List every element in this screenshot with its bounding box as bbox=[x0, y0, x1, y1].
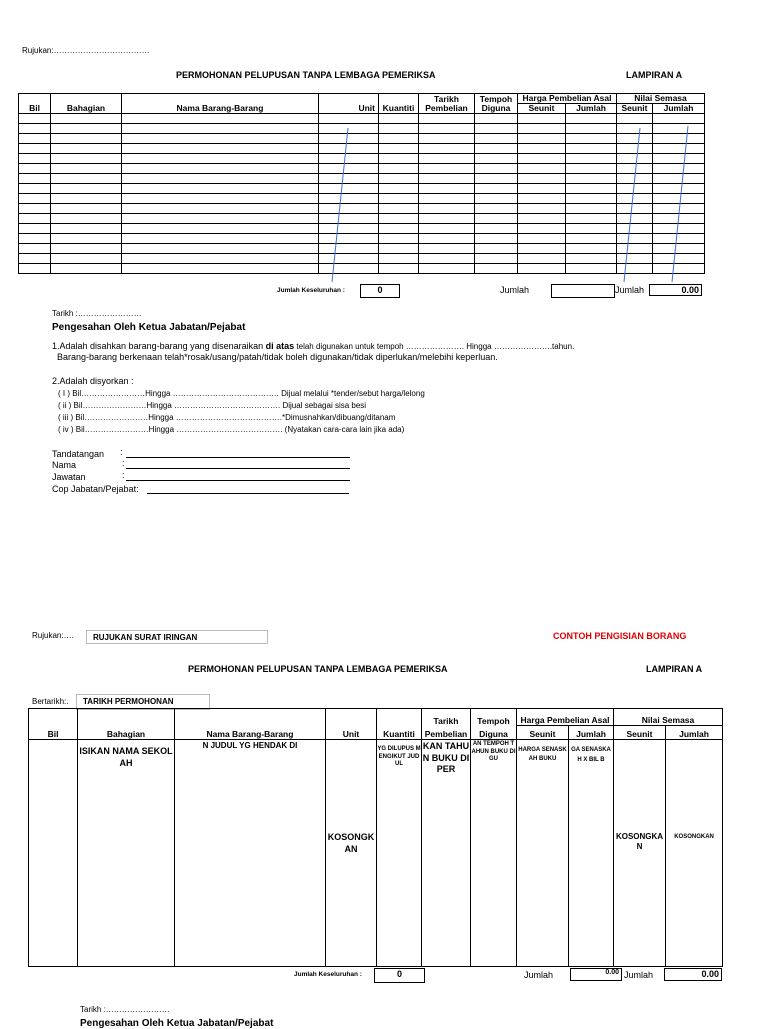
jumlah-keseluruhan-label-ex: Jumlah Keseluruhan : bbox=[294, 971, 362, 978]
col-unit: Unit bbox=[319, 94, 379, 114]
pengesahan-heading: Pengesahan Oleh Ketua Jabatan/Pejabat bbox=[52, 322, 246, 333]
col-bahagian-ex: Bahagian bbox=[78, 709, 175, 740]
total-quantity-ex: 0 bbox=[374, 968, 425, 983]
col-nama: Nama Barang-Barang bbox=[122, 94, 319, 114]
col-unit-ex: Unit bbox=[326, 709, 377, 740]
cell-bahagian-ex: ISIKAN NAMA SEKOLAH bbox=[79, 746, 173, 768]
col-bil: Bil bbox=[19, 94, 51, 114]
col-kuantiti: Kuantiti bbox=[379, 94, 419, 114]
cell-tempoh-ex: AN TEMPOH TAHUN BUKU DIGU bbox=[471, 741, 516, 762]
cell-harga-seunit-ex: HARGA SENASKAH BUKU bbox=[518, 747, 567, 762]
sig-tandatangan-line[interactable] bbox=[126, 457, 350, 458]
jumlah-label-nilai-ex: Jumlah bbox=[624, 970, 654, 980]
col-harga-ex: Harga Pembelian Asal bbox=[517, 709, 614, 726]
total-value: 0.00 bbox=[649, 284, 702, 296]
col-harga-seunit-ex: Seunit bbox=[517, 726, 569, 740]
tarikh-field-ex: Tarikh :…………………… bbox=[80, 1005, 170, 1014]
recommend-item-4: ( iv ) Bil……………………Hingga …………………………………. (Nyatakan cara-cara lain jika ada) bbox=[58, 425, 405, 434]
col-tarikh: Tarikh bbox=[419, 94, 475, 104]
recommend-item-3: ( iii ) Bil……………………Hingga ………………………………….*Dimusnahkan/dibuang/ditanam bbox=[58, 413, 396, 422]
items-table-example bbox=[28, 708, 723, 967]
para1-bold: di atas bbox=[265, 341, 295, 351]
jumlah-label-harga: Jumlah bbox=[500, 285, 530, 295]
rujukan-label: Rujukan:……………………………… bbox=[22, 46, 150, 55]
harga-total-ex: 0.00 bbox=[570, 968, 622, 981]
cell-nilai-jumlah-ex: KOSONGKAN bbox=[674, 834, 714, 840]
para2-heading: 2.Adalah disyorkan : bbox=[52, 376, 134, 386]
cell-bil-ex bbox=[29, 740, 78, 967]
col-tempoh-ex: Tempoh bbox=[471, 709, 517, 726]
sig-cop-label: Cop Jabatan/Pejabat: bbox=[52, 484, 139, 494]
jumlah-label-harga-ex: Jumlah bbox=[524, 970, 554, 980]
sig-jawatan-line[interactable] bbox=[126, 480, 350, 481]
cell-nama-ex: N JUDUL YG HENDAK DI bbox=[202, 741, 298, 750]
form-title-example: PERMOHONAN PELUPUSAN TANPA LEMBAGA PEMERIKSA bbox=[188, 664, 448, 674]
sig-tandatangan-label: Tandatangan bbox=[52, 449, 105, 459]
cell-kuantiti-ex: YG DILUPUS MENGIKUT JUDUL bbox=[377, 746, 421, 767]
para1-text-c: telah digunakan untuk tempoh …………………. Hingga ………………….tahun. bbox=[294, 342, 575, 351]
cell-unit-ex: KOSONGKAN bbox=[327, 832, 375, 854]
col-harga: Harga Pembelian Asal bbox=[518, 94, 617, 104]
cell-tarikh-ex: KAN TAHUN BUKU DIPER bbox=[422, 741, 470, 775]
sig-jawatan-label: Jawatan bbox=[52, 472, 86, 482]
lampiran-label-example: LAMPIRAN A bbox=[646, 664, 703, 674]
bertarikh-label: Bertarikh:. bbox=[32, 697, 69, 706]
recommend-item-1: ( I ) Bil……………………Hingga …………………………………. Dijual melalui *tender/sebut harga/lelong bbox=[58, 389, 425, 398]
cell-nilai-seunit-ex: KOSONGKAN bbox=[615, 832, 664, 851]
col-tempoh-2-ex: Diguna bbox=[471, 726, 517, 740]
pengesahan-heading-ex: Pengesahan Oleh Ketua Jabatan/Pejabat bbox=[80, 1018, 274, 1029]
col-harga-seunit: Seunit bbox=[518, 104, 566, 114]
sig-cop-line[interactable] bbox=[147, 493, 349, 494]
col-harga-jumlah: Jumlah bbox=[566, 104, 617, 114]
sig-colon-2: : bbox=[122, 458, 125, 468]
col-tarikh-2: Pembelian bbox=[419, 104, 475, 114]
sig-nama-line[interactable] bbox=[126, 468, 350, 469]
col-nilai-jumlah: Jumlah bbox=[653, 104, 705, 114]
col-tarikh-2-ex: Pembelian bbox=[422, 726, 471, 740]
col-nama-ex: Nama Barang-Barang bbox=[175, 709, 326, 740]
rujukan-input[interactable]: RUJUKAN SURAT IRINGAN bbox=[86, 630, 268, 644]
para1-line2: Barang-barang berkenaan telah*rosak/usang/patah/tidak boleh digunakan/tidak diperlukan/melebihi keperluan. bbox=[57, 352, 498, 362]
rujukan-label-example: Rujukan:…. bbox=[32, 631, 74, 640]
para1-line1 bbox=[52, 341, 574, 351]
jumlah-label-nilai: Jumlah bbox=[615, 285, 645, 295]
total-value-ex: 0.00 bbox=[664, 968, 722, 981]
recommend-item-2: ( ii ) Bil……………………Hingga …………………………………. Dijual sebagai sisa besi bbox=[58, 401, 367, 410]
col-nilai-ex: Nilai Semasa bbox=[614, 709, 723, 726]
bertarikh-input[interactable]: TARIKH PERMOHONAN bbox=[76, 694, 210, 710]
col-nilai-seunit-ex: Seunit bbox=[614, 726, 666, 740]
sig-colon-3: : bbox=[122, 470, 125, 480]
sig-colon-1: : bbox=[120, 447, 123, 457]
para1-text-a: 1.Adalah disahkan barang-barang yang disenaraikan bbox=[52, 341, 266, 351]
harga-total-box bbox=[551, 284, 615, 298]
sig-nama-label: Nama bbox=[52, 460, 77, 470]
cell-harga-jumlah-ex: GA SENASKAH X BIL B bbox=[571, 747, 611, 763]
total-quantity: 0 bbox=[360, 284, 400, 298]
col-nilai-jumlah-ex: Jumlah bbox=[666, 726, 723, 740]
lampiran-label: LAMPIRAN A bbox=[626, 70, 683, 80]
handwritten-slash-lines bbox=[0, 0, 768, 300]
col-tempoh: Tempoh bbox=[475, 94, 518, 104]
col-tempoh-2: Diguna bbox=[475, 104, 518, 114]
form-title: PERMOHONAN PELUPUSAN TANPA LEMBAGA PEMERIKSA bbox=[176, 70, 436, 80]
col-nilai-seunit: Seunit bbox=[617, 104, 653, 114]
col-bil-ex: Bil bbox=[29, 709, 78, 740]
jumlah-keseluruhan-label: Jumlah Keseluruhan : bbox=[277, 287, 345, 294]
contoh-label: CONTOH PENGISIAN BORANG bbox=[553, 631, 687, 641]
col-tarikh-ex: Tarikh bbox=[422, 709, 471, 726]
col-kuantiti-ex: Kuantiti bbox=[377, 709, 422, 740]
col-nilai: Nilai Semasa bbox=[617, 94, 705, 104]
tarikh-field: Tarikh :…………………… bbox=[52, 309, 142, 318]
col-bahagian: Bahagian bbox=[51, 94, 122, 114]
col-harga-jumlah-ex: Jumlah bbox=[569, 726, 614, 740]
